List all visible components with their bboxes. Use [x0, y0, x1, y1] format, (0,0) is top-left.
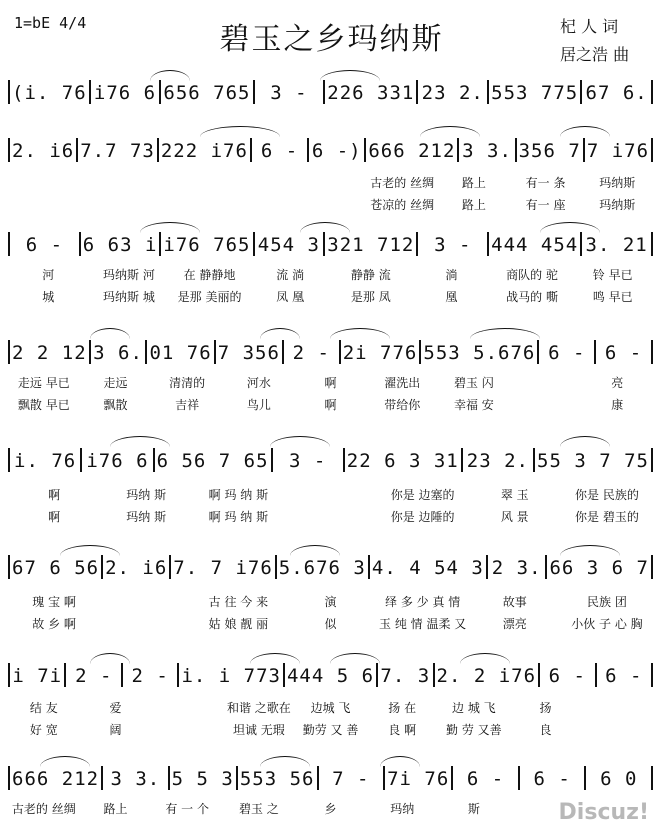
- lyric-word: 濯洗出: [384, 376, 421, 390]
- lyric-word: 瑰 宝 啊: [32, 595, 76, 609]
- lyric-word: 河: [42, 268, 55, 282]
- lyric-word: 良: [539, 723, 552, 737]
- composer-credit: 居之浩 曲: [560, 45, 630, 64]
- lyric-word: 飘散 早已: [17, 398, 70, 412]
- measure-notes: 7i 76: [387, 768, 450, 790]
- measure-notes: 6 -: [25, 234, 64, 256]
- measure: [255, 234, 324, 256]
- measure-notes: 7. 3: [380, 665, 431, 687]
- slur-mark: [110, 436, 170, 447]
- measure: [10, 82, 89, 104]
- measure: [463, 450, 533, 472]
- lyric-word: 故事: [502, 595, 527, 609]
- slur-mark: [150, 70, 190, 81]
- measure-notes: 3 -: [288, 450, 327, 472]
- measure: [10, 665, 64, 687]
- measure-notes: 2. i6: [105, 557, 168, 579]
- slur-mark: [330, 328, 390, 339]
- measure-notes: 67 6 56: [12, 557, 100, 579]
- measure: [489, 82, 580, 104]
- measure: [319, 768, 384, 790]
- lyric-word: 玛纳斯 河: [103, 268, 155, 282]
- lyric-word: 古 往 今 来: [208, 595, 269, 609]
- measure: [597, 665, 651, 687]
- lyric-word: 苍凉的 丝绸: [370, 198, 435, 212]
- slur-mark: [560, 436, 610, 447]
- measure-notes: 7.7 73: [80, 140, 155, 162]
- barline: [651, 138, 653, 162]
- slur-mark: [320, 70, 380, 81]
- slur-mark: [290, 545, 340, 556]
- measure: [489, 234, 580, 256]
- lyric-word: 玛纳斯: [599, 198, 636, 212]
- measure-notes: 6 -: [548, 342, 586, 364]
- measure-notes: 3 3.: [462, 140, 512, 162]
- key-signature: 1=bE 4/4: [14, 14, 87, 32]
- measure: [81, 234, 160, 256]
- lyric-word: 凰: [445, 290, 458, 304]
- measure-notes: 3 -: [270, 82, 308, 104]
- lyricist-credit: 杞 人 词: [560, 17, 619, 36]
- lyric-word: 鸟儿: [246, 398, 271, 412]
- lyric-word: 吉祥: [175, 398, 200, 412]
- lyric-word: 淌: [445, 268, 458, 282]
- measure-notes: 553 775: [491, 82, 579, 104]
- lyric-word: 玛纳 斯: [126, 488, 167, 502]
- slur-mark: [140, 222, 200, 233]
- measure-notes: 66 3 6 7: [549, 557, 649, 579]
- measure: [284, 342, 339, 364]
- measure-notes: 7 356: [217, 342, 280, 364]
- lyric-word: 古老的 丝绸: [370, 176, 435, 190]
- measure-notes: 444 5 6: [286, 665, 375, 687]
- lyric-word: 康: [611, 398, 624, 412]
- lyric-word: 有一 座: [525, 198, 566, 212]
- slur-mark: [40, 756, 90, 767]
- measure-notes: 553 56: [239, 768, 315, 790]
- lyric-word: 边 城 飞: [452, 701, 496, 715]
- measure: [435, 665, 539, 687]
- measure: [78, 140, 157, 162]
- measure: [103, 768, 168, 790]
- lyric-word: 你是 边塞的: [390, 488, 455, 502]
- measure: [309, 140, 364, 162]
- lyric-word: 扬 在: [388, 701, 417, 715]
- measure: [91, 82, 160, 104]
- barline: [651, 448, 653, 472]
- measure: [421, 342, 537, 364]
- lyric-word: [8, 174, 80, 192]
- measure: [520, 768, 585, 790]
- lyric-word: 玛纳 斯: [126, 510, 167, 524]
- measure: [385, 768, 451, 790]
- lyric-line: [8, 396, 653, 414]
- measure-notes: 222 i76: [160, 140, 248, 162]
- slur-mark: [90, 328, 130, 339]
- slur-mark: [470, 328, 540, 339]
- measure: [252, 140, 307, 162]
- measure: [147, 342, 213, 364]
- lyric-word: 路上: [461, 176, 486, 190]
- measure-notes: 5 5 3: [171, 768, 234, 790]
- measure: [10, 140, 76, 162]
- lyric-word: 碧玉 闪: [453, 376, 494, 390]
- measure-notes: 01 76: [149, 342, 212, 364]
- measure: [285, 665, 376, 687]
- measure: [540, 665, 594, 687]
- lyric-word: 河水: [246, 376, 271, 390]
- lyric-word: 啊: [324, 398, 337, 412]
- measure-notes: 3. 21: [585, 234, 648, 256]
- lyric-word: 亮: [611, 376, 624, 390]
- lyric-word: 绎 多 少 真 情: [385, 595, 461, 609]
- measure-notes: 2. 2 i76: [436, 665, 537, 687]
- lyric-word: 演: [324, 595, 337, 609]
- measure: [273, 450, 343, 472]
- measure-notes: i 7i: [12, 665, 63, 687]
- lyric-word: 和谐 之歌在: [226, 701, 291, 715]
- notation-row: [8, 230, 653, 256]
- measure: [91, 342, 146, 364]
- lyric-word: [295, 174, 367, 192]
- measure: [159, 140, 250, 162]
- barline: [651, 232, 653, 256]
- measure-notes: 226 331: [327, 82, 415, 104]
- lyric-word: 姑 娘 靓 丽: [208, 617, 269, 631]
- barline: [651, 663, 653, 687]
- measure-notes: 22 6 3 31: [346, 450, 459, 472]
- measure: [459, 140, 514, 162]
- lyric-word: 铃 早已: [592, 268, 633, 282]
- slur-mark: [380, 756, 420, 767]
- lyric-line: [8, 721, 653, 739]
- measure-notes: 2i 776: [342, 342, 418, 364]
- lyric-word: 带给你: [384, 398, 421, 412]
- measure-notes: 3 6.: [93, 342, 143, 364]
- measure-notes: 6 -: [260, 140, 299, 162]
- measure-notes: 6 63 i: [82, 234, 158, 256]
- notation-row: [8, 764, 653, 790]
- measure: [216, 342, 282, 364]
- measure-notes: 666 212: [368, 140, 456, 162]
- measure: [155, 450, 271, 472]
- measure: [370, 557, 486, 579]
- lyric-word: 有一 条: [525, 176, 566, 190]
- lyric-word: 啊: [48, 488, 61, 502]
- measure: [586, 768, 651, 790]
- measure: [453, 768, 518, 790]
- lyric-word: [8, 196, 80, 214]
- lyric-word: 乡: [324, 802, 337, 816]
- measure: [547, 557, 651, 579]
- lyric-word: 边城 飞: [310, 701, 351, 715]
- lyric-word: 碧玉 之: [238, 802, 279, 816]
- measure-notes: 23 2.: [421, 82, 484, 104]
- measure-notes: 6 0: [600, 768, 638, 790]
- lyric-line: [8, 593, 653, 611]
- measure: [123, 665, 177, 687]
- slur-mark: [300, 222, 350, 233]
- lyric-word: 漂亮: [502, 617, 527, 631]
- measure: [325, 234, 416, 256]
- measure-notes: i76 6: [93, 82, 157, 104]
- lyric-word: [510, 396, 582, 414]
- measure-notes: i76 765: [163, 234, 251, 256]
- slur-mark: [540, 222, 600, 233]
- watermark-logo: Discuz!: [558, 800, 649, 825]
- lyric-word: 玛纳: [390, 802, 415, 816]
- lyric-word: 你是 碧玉的: [575, 510, 639, 524]
- notation-row: [8, 78, 653, 104]
- lyric-word: 爱: [109, 701, 122, 715]
- measure-notes: 2 2 12: [12, 342, 87, 364]
- lyric-word: 啊: [48, 510, 61, 524]
- lyric-word: 走远: [103, 376, 128, 390]
- measure-notes: 3 -: [434, 234, 472, 256]
- lyric-word: 似: [324, 617, 337, 631]
- lyric-word: 啊: [324, 376, 337, 390]
- lyric-word: 玛纳斯: [599, 176, 636, 190]
- lyric-word: 城: [42, 290, 55, 304]
- lyric-line: [8, 699, 653, 717]
- measure-notes: 6 -): [311, 140, 362, 162]
- lyric-word: [295, 196, 367, 214]
- lyric-word: 你是 民族的: [575, 488, 639, 502]
- song-title: 碧玉之乡玛纳斯: [219, 22, 444, 57]
- slur-mark: [460, 653, 510, 664]
- lyric-word: [223, 196, 295, 214]
- measure-notes: 553 5.676: [423, 342, 536, 364]
- measure: [325, 82, 416, 104]
- lyric-word: [100, 593, 192, 611]
- measure-notes: 7 -: [332, 768, 370, 790]
- lyric-word: 路上: [103, 802, 128, 816]
- lyric-word: 翠 玉: [500, 488, 529, 502]
- measure: [585, 140, 651, 162]
- slur-mark: [420, 126, 480, 137]
- lyric-word: 啊 玛 纳 斯: [208, 510, 269, 524]
- lyric-line: [8, 374, 653, 392]
- measure-notes: 656 765: [163, 82, 251, 104]
- lyric-word: 玉 纯 情 温柔 又: [379, 617, 467, 631]
- lyric-word: [510, 374, 582, 392]
- lyric-word: 商队的 驼: [506, 268, 558, 282]
- measure: [596, 342, 651, 364]
- lyric-word: 流 淌: [276, 268, 305, 282]
- measure: [103, 557, 169, 579]
- lyric-word: 清清的: [169, 376, 206, 390]
- measure-notes: 444 454: [491, 234, 579, 256]
- measure-notes: 2 -: [131, 665, 169, 687]
- lyric-word: 玛纳斯 城: [103, 290, 155, 304]
- lyric-line: [8, 196, 653, 214]
- measure: [582, 82, 651, 104]
- notation-row: [8, 338, 653, 364]
- measure: [345, 450, 461, 472]
- slur-mark: [270, 436, 330, 447]
- lyric-word: 路上: [461, 198, 486, 212]
- measure-notes: 4. 4 54 3: [371, 557, 484, 579]
- measure-notes: i. 76: [14, 450, 77, 472]
- measure-notes: 6 -: [466, 768, 505, 790]
- measure-notes: 6 -: [533, 768, 571, 790]
- barline: [651, 766, 653, 790]
- lyric-word: 在 静静地: [183, 268, 236, 282]
- lyric-word: 阔: [109, 723, 122, 737]
- lyric-word: [284, 486, 376, 504]
- lyric-word: [151, 699, 223, 717]
- measure: [535, 450, 651, 472]
- measure-notes: i. i 773: [181, 665, 281, 687]
- measure: [341, 342, 420, 364]
- lyric-word: 风 景: [500, 510, 529, 524]
- notation-row: [8, 553, 653, 579]
- measure-notes: 2 -: [292, 342, 330, 364]
- lyric-word: 走远 早已: [17, 376, 70, 390]
- slur-mark: [330, 653, 380, 664]
- measure-notes: i76 6: [86, 450, 149, 472]
- lyric-word: [581, 721, 653, 739]
- measure-notes: 7. 7 i76: [173, 557, 273, 579]
- notation-row: [8, 661, 653, 687]
- measure: [10, 450, 80, 472]
- lyric-word: 静静 流: [350, 268, 391, 282]
- measure-notes: 6 -: [604, 342, 643, 364]
- lyric-line: [8, 174, 653, 192]
- measure: [170, 768, 236, 790]
- measure-notes: 2. i6: [12, 140, 75, 162]
- measure: [10, 234, 79, 256]
- measure: [161, 82, 252, 104]
- barline: [651, 555, 653, 579]
- measure: [488, 557, 546, 579]
- lyric-line: [8, 508, 653, 526]
- lyric-line: [8, 266, 653, 284]
- measure: [179, 665, 283, 687]
- lyric-word: [151, 721, 223, 739]
- barline: [651, 80, 653, 104]
- measure: [277, 557, 368, 579]
- lyric-word: 是那 凤: [350, 290, 391, 304]
- measure: [161, 234, 252, 256]
- measure: [418, 82, 487, 104]
- measure-notes: 356 7: [518, 140, 581, 162]
- measure-notes: 7 i76: [586, 140, 650, 162]
- measure: [66, 665, 120, 687]
- measure-notes: 666 212: [12, 768, 100, 790]
- measure-notes: 5.676 3: [278, 557, 366, 579]
- lyric-line: [8, 615, 653, 633]
- slur-mark: [60, 545, 120, 556]
- lyric-word: 扬: [539, 701, 552, 715]
- lyric-word: [151, 196, 223, 214]
- lyric-word: [284, 508, 376, 526]
- lyric-word: 战马的 嘶: [506, 290, 558, 304]
- measure: [582, 234, 651, 256]
- lyric-line: [8, 800, 653, 818]
- lyric-word: [100, 615, 192, 633]
- measure: [10, 342, 89, 364]
- measure: [171, 557, 275, 579]
- measure-notes: 6 56 7 65: [156, 450, 269, 472]
- lyric-word: 是那 美丽的: [177, 290, 242, 304]
- measure: [10, 768, 101, 790]
- slur-mark: [250, 653, 300, 664]
- measure: [255, 82, 324, 104]
- measure-notes: 6 -: [605, 665, 643, 687]
- notation-row: [8, 446, 653, 472]
- measure-notes: 454 3: [257, 234, 320, 256]
- slur-mark: [260, 756, 310, 767]
- lyric-word: 民族 团: [587, 595, 627, 609]
- measure-notes: 2 -: [75, 665, 113, 687]
- measure-notes: 55 3 7 75: [537, 450, 649, 472]
- lyric-word: 小伙 子 心 胸: [571, 617, 643, 631]
- lyric-word: 好 宽: [29, 723, 58, 737]
- lyric-line: [8, 486, 653, 504]
- lyric-word: 有 一 个: [165, 802, 209, 816]
- measure: [238, 768, 317, 790]
- measure: [539, 342, 594, 364]
- measure-notes: 3 3.: [110, 768, 161, 790]
- measure: [378, 665, 432, 687]
- lyric-line: [8, 288, 653, 306]
- slur-mark: [560, 545, 620, 556]
- measure-notes: 23 2.: [466, 450, 529, 472]
- lyric-word: 勤 劳 又善: [446, 723, 502, 737]
- slur-mark: [200, 126, 280, 137]
- measure-notes: 2 3.: [491, 557, 542, 579]
- lyric-word: 勤劳 又 善: [302, 723, 359, 737]
- measure-notes: 67 6.: [585, 82, 648, 104]
- measure: [10, 557, 101, 579]
- slur-mark: [560, 126, 610, 137]
- slur-mark: [260, 328, 300, 339]
- lyric-word: 幸福 安: [453, 398, 494, 412]
- lyric-word: 你是 边陲的: [390, 510, 455, 524]
- measure-notes: (i. 76: [12, 82, 87, 104]
- lyric-word: [581, 699, 653, 717]
- notation-row: [8, 136, 653, 162]
- measure: [517, 140, 583, 162]
- lyric-word: 飘散: [103, 398, 128, 412]
- lyric-word: 古老的 丝绸: [11, 802, 76, 816]
- lyric-word: 良 啊: [388, 723, 417, 737]
- lyric-word: [151, 174, 223, 192]
- lyric-word: [223, 174, 295, 192]
- lyric-word: 啊 玛 纳 斯: [208, 488, 269, 502]
- lyric-word: 斯: [467, 802, 480, 816]
- measure: [82, 450, 152, 472]
- lyric-word: [80, 174, 152, 192]
- lyric-word: 结 友: [29, 701, 58, 715]
- lyric-word: 故 乡 啊: [32, 617, 76, 631]
- lyric-word: 凤 凰: [276, 290, 305, 304]
- measure-notes: 321 712: [327, 234, 415, 256]
- barline: [651, 340, 653, 364]
- lyric-word: 坦诚 无瑕: [232, 723, 285, 737]
- lyric-word: [80, 196, 152, 214]
- lyric-word: 鸣 早已: [592, 290, 633, 304]
- measure: [418, 234, 487, 256]
- measure: [366, 140, 457, 162]
- slur-mark: [90, 653, 130, 664]
- measure-notes: 6 -: [548, 665, 586, 687]
